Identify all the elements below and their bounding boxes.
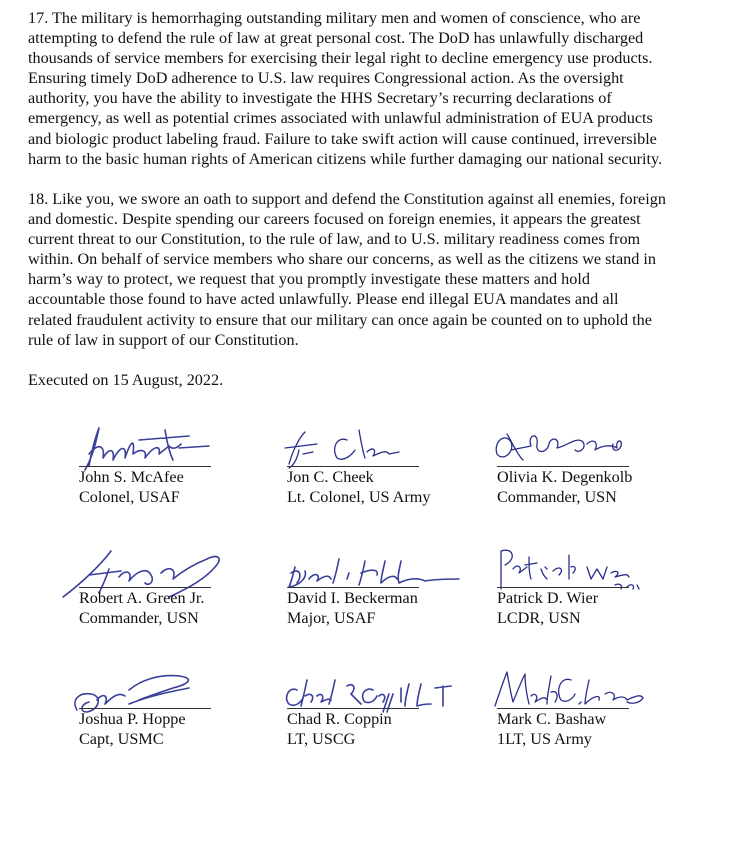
signatory-rank: Capt, USMC	[79, 730, 164, 748]
paragraph-line: authority, you have the ability to investigate the HHS Secretary’s recurring declarations of	[28, 89, 612, 108]
paragraph-line: accountable those found to have acted unlawfully. Please end illegal EUA mandates and all	[28, 290, 619, 309]
paragraph-line: related fraudulent activity to ensure that our military can once again be counted on to uphold the	[28, 310, 652, 329]
paragraph-line: 18. Like you, we swore an oath to support and defend the Constitution against all enemies, foreign	[28, 190, 666, 208]
paragraph-line: 17. The military is hemorrhaging outstanding military men and women of conscience, who are	[28, 9, 641, 27]
paragraph-line: and biologic product labeling fraud. Failure to take swift action will cause continued, irreversible	[28, 129, 657, 148]
execution-date: Executed on 15 August, 2022.	[28, 371, 224, 389]
signatory-rank: LT, USCG	[287, 730, 356, 748]
signatory-name: John S. McAfee	[79, 468, 184, 486]
paragraph-line: current threat to our Constitution, to the rule of law, and to U.S. military readiness comes from	[28, 230, 641, 249]
signatory-rank: Commander, USN	[79, 609, 199, 627]
paragraph-line: emergency, as well as potential crimes associated with unlawful administration of EUA products	[28, 109, 653, 128]
paragraph-line: thousands of service members for exercising their legal right to decline emergency use products.	[28, 49, 653, 68]
paragraph-line: attempting to defend the rule of law at great personal cost. The DoD has unlawfully discharged	[28, 29, 644, 48]
paragraph-line: Ensuring timely DoD adherence to U.S. law requires Congressional action. As the oversight	[28, 69, 624, 88]
paragraph-line: rule of law in support of our Constitution.	[28, 330, 299, 349]
signatory-name: Robert A. Green Jr.	[79, 589, 205, 607]
paragraph-line: harm to the basic human rights of American citizens while further damaging our national security.	[28, 149, 663, 168]
signatory-rank: Major, USAF	[287, 609, 376, 627]
signatory-rank: Commander, USN	[497, 488, 617, 506]
signatory-name: Chad R. Coppin	[287, 710, 392, 728]
paragraph-18	[28, 189, 728, 350]
signatory-name: Joshua P. Hoppe	[79, 710, 186, 728]
paragraph-17	[28, 8, 728, 169]
signatory-name: Jon C. Cheek	[287, 468, 374, 486]
signatory-name: Olivia K. Degenkolb	[497, 468, 633, 486]
paragraph-line: and domestic. Despite spending our careers focused on foreign enemies, it appears the greatest	[28, 210, 641, 229]
signature-rank: Lt. Colonel, US Army	[287, 488, 431, 506]
signatory-name: Patrick D. Wier	[497, 589, 599, 607]
paragraph-line: within. On behalf of service members who share our concerns, as well as the citizens we stand in	[28, 250, 656, 269]
signatory-rank: LCDR, USN	[497, 609, 581, 627]
signatory-name: David I. Beckerman	[287, 589, 418, 607]
signatory-name: Mark C. Bashaw	[497, 710, 607, 728]
paragraph-line: harm’s way to protect, we request that you promptly investigate these matters and hold	[28, 270, 590, 289]
signatory-rank: Colonel, USAF	[79, 488, 180, 506]
signatory-rank: 1LT, US Army	[497, 730, 592, 748]
